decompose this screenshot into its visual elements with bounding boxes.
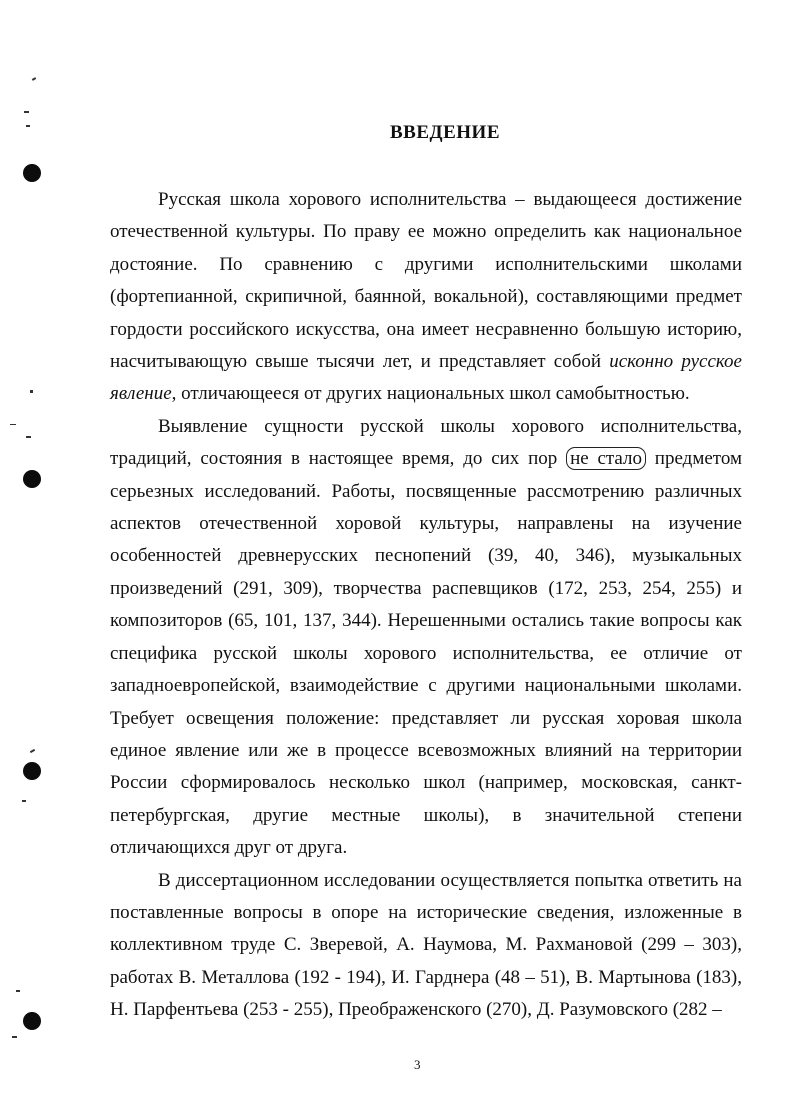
scan-speck — [30, 749, 35, 753]
page-number: 3 — [414, 1057, 421, 1072]
paragraph-text: предметом серьезных исследований. Работы, посвященные рассмотрению различных аспектов отечественной хоровой культуры, направлены на изучение особенностей древнерусских песнопений (39, 40, 346), музыкальных произведений (291, 309), творчества распевщиков (172, 253, 254, 255) и композиторов (65, 101, 137, 344). Нерешенными остались такие вопросы как специфика русской школы хорового исполнительства, ее отличие от западноевропейской, взаимодействие с другими национальными школами. Требует освещения положение: представляет ли русская хоровая школа единое явление или же в процессе всевозможных влияний на территории России сформировалось несколько школ (например, московская, санкт-петербургская, другие местные школы), в значительной степени отличающихся друг от друга. — [110, 448, 742, 859]
body-text — [110, 184, 742, 1027]
paragraph-text: Выявление сущности русской школы хорового исполнительства, традиций, состояния в настоящее время, до сих пор — [110, 415, 742, 470]
paragraph-text: , отличающееся от других национальных школ самобытностью. — [171, 383, 690, 405]
italic-phrase: исконно русское явление — [110, 351, 742, 405]
scan-speck — [12, 1036, 17, 1038]
page-title: ВВЕДЕНИЕ — [390, 122, 500, 143]
scan-speck — [30, 390, 33, 393]
scan-speck — [32, 77, 36, 81]
punch-hole-icon — [23, 1012, 41, 1030]
scan-speck — [26, 436, 31, 438]
scan-speck — [24, 111, 29, 113]
paragraph — [110, 411, 742, 865]
paragraph — [110, 184, 742, 411]
scan-speck — [22, 800, 26, 802]
paragraph: В диссертационном исследовании осуществляется попытка ответить на поставленные вопросы в опоре на исторические сведения, изложенные в коллективном труде С. Зверевой, А. Наумова, М. Рахмановой (299 – 303), работах В. Металлова (192 - 194), И. Гарднера (48 – 51), В. Мартынова (183), Н. Парфентьева (253 - 255), Преображенского (270), Д. Разумовского (282 – — [110, 869, 742, 1021]
punch-hole-icon — [23, 164, 41, 182]
scan-speck — [10, 424, 16, 425]
punch-hole-icon — [23, 470, 41, 488]
punch-hole-icon — [23, 762, 41, 780]
scan-speck — [16, 990, 20, 992]
paragraph-text: Русская школа хорового исполнительства – выдающееся достижение отечественной культуры. По праву ее можно определить как национальное достояние. По сравнению с другими исполнительскими школами (фортепианной, скрипичной, баянной, вокальной), составляющими предмет гордости российского искусства, она имеет несравненно большую историю, насчитывающую свыше тысячи лет, и представляет собой — [110, 189, 742, 373]
circled-correction: не стало — [566, 447, 646, 470]
